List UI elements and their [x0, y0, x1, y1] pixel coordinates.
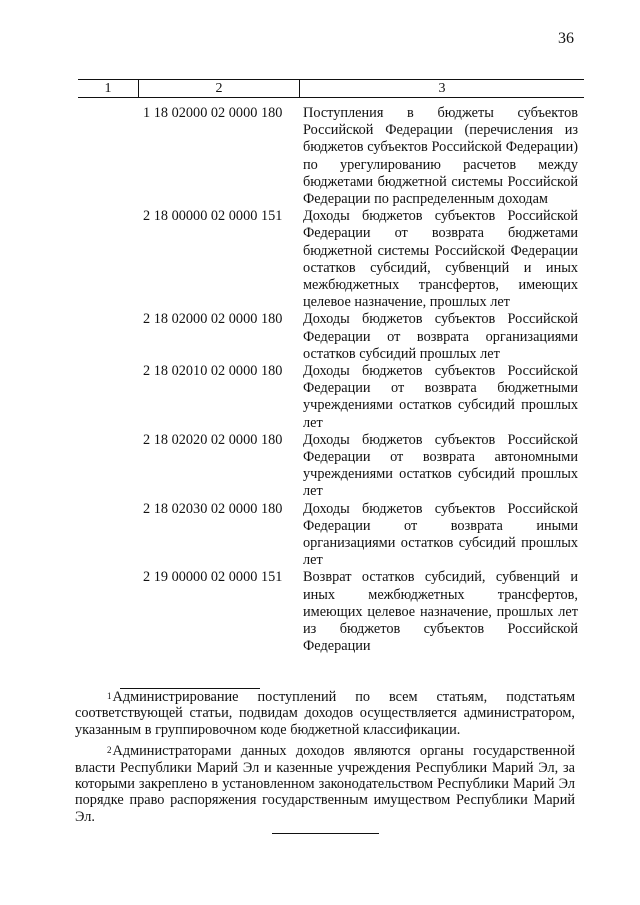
column-header-3: 3	[438, 81, 446, 96]
description-cell: Доходы бюджетов субъектов Российской Федерации от возврата бюджетами бюджетной системы Российской Федерации остатков субсидий, субвенций и иных межбюджетных трансфертов, имеющих целевое назначение, прошлых лет	[303, 208, 578, 311]
page-number: 36	[558, 30, 574, 47]
table-row	[78, 105, 584, 208]
footnote	[75, 743, 575, 825]
table-row	[78, 363, 584, 432]
table-row	[78, 501, 584, 570]
table-body	[78, 105, 584, 656]
budget-code-cell: 2 18 00000 02 0000 151	[143, 208, 283, 225]
description-cell: Доходы бюджетов субъектов Российской Федерации от возврата автономными учреждениями остатков субсидий прошлых лет	[303, 431, 578, 500]
footnote-text: Администрирование поступлений по всем статьям, подстатьям соответствующей статьи, подвидам доходов осуществляется администратором, указанным в группировочном коде бюджетной классификации.	[75, 689, 575, 738]
column-header-2: 2	[139, 80, 300, 97]
end-rule	[272, 833, 379, 834]
table-row	[78, 311, 584, 363]
table-row	[78, 208, 584, 311]
description-cell: Поступления в бюджеты субъектов Российской Федерации (перечисления из бюджетов субъектов Российской Федерации) по урегулированию расчетов между бюджетами бюджетной системы Российской Федерации по распределенным доходам	[303, 105, 578, 208]
table-row	[78, 569, 584, 655]
budget-code-cell: 2 19 00000 02 0000 151	[143, 569, 283, 586]
description-cell: Доходы бюджетов субъектов Российской Федерации от возврата иными организациями остатков субсидий прошлых лет	[303, 500, 578, 569]
description-cell: Доходы бюджетов субъектов Российской Федерации от возврата организациями остатков субсидий прошлых лет	[303, 311, 578, 362]
footnotes	[75, 689, 575, 825]
budget-code-cell: 2 18 02020 02 0000 180	[143, 431, 283, 448]
table-header-row	[78, 79, 584, 98]
budget-code-table	[78, 79, 584, 656]
budget-code-cell: 2 18 02000 02 0000 180	[143, 311, 283, 328]
budget-code-cell: 2 18 02010 02 0000 180	[143, 363, 283, 380]
footnote-mark: 1	[107, 691, 112, 701]
footnote-text: Администраторами данных доходов являются органы государственной власти Республики Марий Эл и казенные учреждения Республики Марий Эл, за которыми закреплено в установленном законодательством Республики Марий Эл порядке право распоряжения государственным имуществом Республики Марий Эл.	[75, 743, 575, 825]
table-row	[78, 432, 584, 501]
description-cell: Доходы бюджетов субъектов Российской Федерации от возврата бюджетными учреждениями остатков субсидий прошлых лет	[303, 363, 578, 431]
footnote-mark: 2	[107, 745, 112, 756]
budget-code-cell: 2 18 02030 02 0000 180	[143, 500, 283, 517]
description-cell: Возврат остатков субсидий, субвенций и иных межбюджетных трансфертов, имеющих целевое назначение, прошлых лет из бюджетов субъектов Российской Федерации	[303, 569, 578, 655]
budget-code-cell: 1 18 02000 02 0000 180	[143, 105, 283, 121]
column-header-1: 1	[78, 80, 139, 97]
footnote	[75, 689, 575, 738]
